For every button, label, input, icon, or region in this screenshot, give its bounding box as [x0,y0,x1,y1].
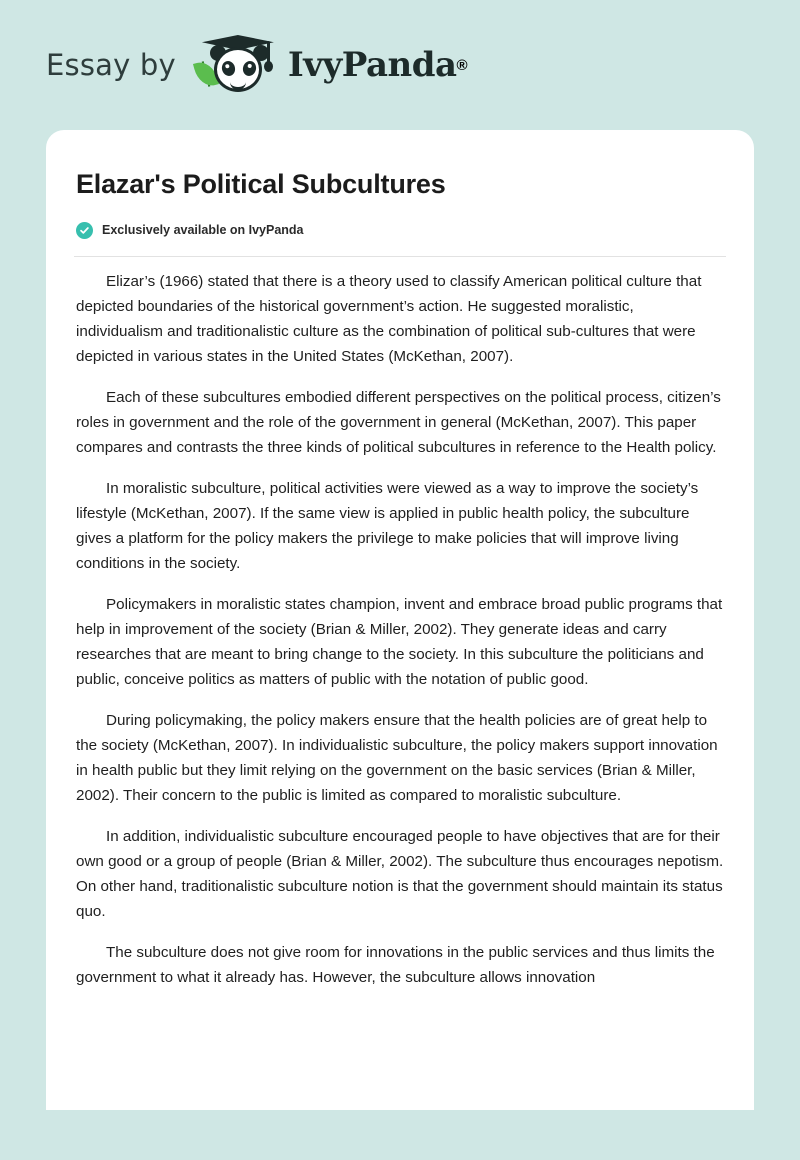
status-badge-label: Exclusively available on IvyPanda [102,223,304,238]
paragraph: Each of these subcultures embodied different perspectives on the political process, citizen’s roles in government and the role of the government in general (McKethan, 2007). This paper compares and contrasts the three kinds of political subcultures in reference to the Health policy. [76,388,721,456]
check-circle-icon [76,222,93,239]
site-header [0,0,800,130]
ivypanda-logo-mark [194,31,282,99]
document-card [46,130,754,1110]
brand-registered-mark: ® [456,56,468,74]
brand-name: IvyPanda [287,45,457,85]
title-divider [74,256,726,257]
paragraph: During policymaking, the policy makers ensure that the health policies are of great help to the society (McKethan, 2007). In individualistic subculture, the policy makers support innovation in health public but they limit relying on the government on the basic services (Brian & Miller, 2002). Their concern to the public is limited as compared to moralistic subculture. [76,711,718,804]
document-body [74,269,726,990]
graduation-cap-tassel-ball-icon [264,61,273,72]
page-title: Elazar's Political Subcultures [76,169,446,199]
paragraph: Elizar’s (1966) stated that there is a theory used to classify American political culture that depicted boundaries of the historical government’s action. He suggested moralistic, individualism and traditionalistic culture as the combination of political sub-cultures that were depicted in various states in the United States (McKethan, 2007). [76,272,702,365]
status-badge [74,222,726,239]
essay-by-label: Essay by [46,48,176,82]
paragraph: The subculture does not give room for innovations in the public services and thus limits the government to what it already has. However, the subculture allows innovation [76,943,715,986]
paragraph: In addition, individualistic subculture encouraged people to have objectives that are for their own good or a group of people (Brian & Miller, 2002). The subculture thus encourages nepotism. On other hand, traditionalistic subculture notion is that the government should maintain its status quo. [76,827,724,920]
paragraph: In moralistic subculture, political activities were viewed as a way to improve the society’s lifestyle (McKethan, 2007). If the same view is applied in public health policy, the subculture gives a platform for the policy makers the privilege to make policies that will improve living conditions in the society. [76,479,699,572]
ivypanda-logo[interactable] [194,31,468,99]
paragraph: Policymakers in moralistic states champion, invent and embrace broad public programs that help in improvement of the society (Brian & Miller, 2002). They generate ideas and carry researches that are meant to bring change to the society. In this subculture the politicians and public, conceive politics as matters of public with the notation of public good. [76,595,723,688]
